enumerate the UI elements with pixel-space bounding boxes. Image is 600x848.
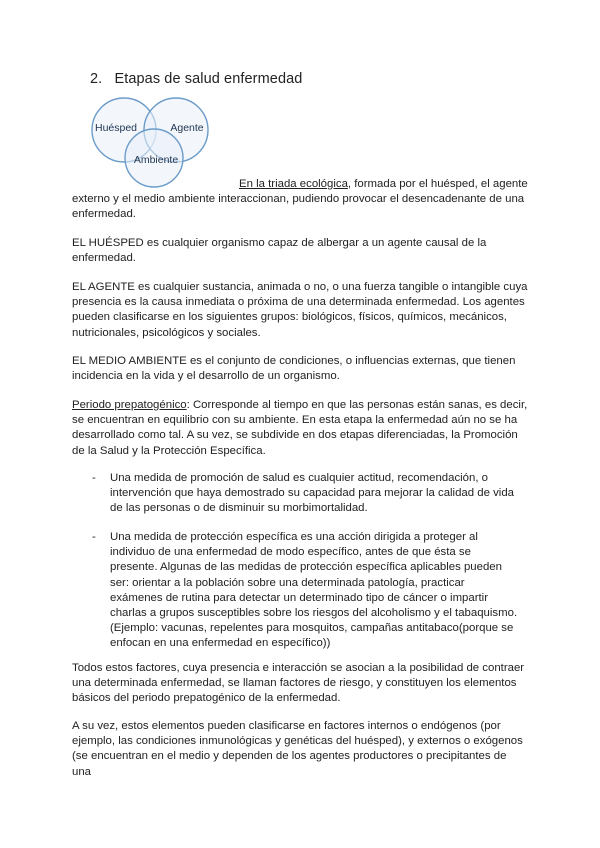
section-number: 2.: [90, 71, 103, 87]
periodo-text: : Corresponde al tiempo en que las personas están sanas, es decir, se encuentran en equilibrio con su ambiente. En esta etapa la enfermedad aún no se ha desarrollado como tal. A su vez, se subdivide en dos etapas diferenciadas, la Promoción de la Salud y la Protección Específica.: [72, 399, 528, 457]
clasificacion-paragraph: A su vez, estos elementos pueden clasificarse en factores internos o endógenos (por ejemplo, las condiciones inmunológicas y genéticas del huésped), y externos o exógenos (se encuentran en el medio y dependen de los agentes productores o precipitantes de una: [72, 720, 523, 778]
agente-label: Agente: [170, 122, 204, 134]
ambiente-paragraph: EL MEDIO AMBIENTE es el conjunto de condiciones, o influencias externas, que tienen incidencia en la vida y el desarrollo de un organismo.: [72, 355, 516, 383]
bullet-marker: -: [92, 531, 96, 543]
section-heading: [90, 71, 302, 87]
bullet-marker: -: [92, 472, 96, 484]
triada-first-line-text: , formada por el huésped, el agente: [347, 178, 528, 190]
triada-first-line: [239, 177, 528, 192]
section-title: Etapas de salud enfermedad: [114, 71, 303, 87]
triada-paragraph: externo y el medio ambiente interaccionan, pudiendo provocar el desencadenante de una enfermedad.: [72, 193, 525, 221]
agente-paragraph: EL AGENTE es cualquier sustancia, animada o no, o una fuerza tangible o intangible cuya presencia es la causa inmediata o próxima de una determinada enfermedad. Los agentes pueden clasificarse en los siguientes grupos: biológicos, físicos, químicos, mecánicos, nutricionales, psicológicos y sociales.: [72, 281, 528, 339]
factores-paragraph: Todos estos factores, cuya presencia e interacción se asocian a la posibilidad de contraer una determinada enfermedad, se llaman factores de riesgo, y constituyen los elementos básicos del periodo prepatogénico de la enfermedad.: [72, 662, 525, 705]
ecological-triad-diagram: [72, 96, 238, 188]
periodo-label: Periodo prepatogénico: [72, 399, 187, 411]
periodo-paragraph: [72, 398, 528, 459]
bullet-text: Una medida de protección específica es una acción dirigida a proteger al individuo de una enfermedad de modo específico, antes de que ésta se presente. Algunas de las medidas de protección específica aplicables pueden ser: orientar a la población sobre una determinada patología, practicar exámenes de rutina para detectar un determinado tipo de cáncer o impartir charlas a grupos susceptibles sobre los riesgos del alcoholismo y el tabaquismo. (Ejemplo: vacunas, repelentes para mosquitos, campañas antitabaco(porque se enfocan en una enfermedad en específico)): [110, 531, 518, 650]
triada-link[interactable]: En la triada ecológica: [239, 178, 348, 190]
bullet-text: Una medida de promoción de salud es cualquier actitud, recomendación, o intervención que haya demostrado su capacidad para mejorar la calidad de vida de las personas o de disminuir su morbimortalidad.: [110, 472, 514, 515]
huesped-paragraph: EL HUÉSPED es cualquier organismo capaz de albergar a un agente causal de la enfermedad.: [72, 237, 487, 265]
ambiente-label: Ambiente: [133, 154, 179, 166]
huesped-label: Huésped: [94, 122, 138, 134]
